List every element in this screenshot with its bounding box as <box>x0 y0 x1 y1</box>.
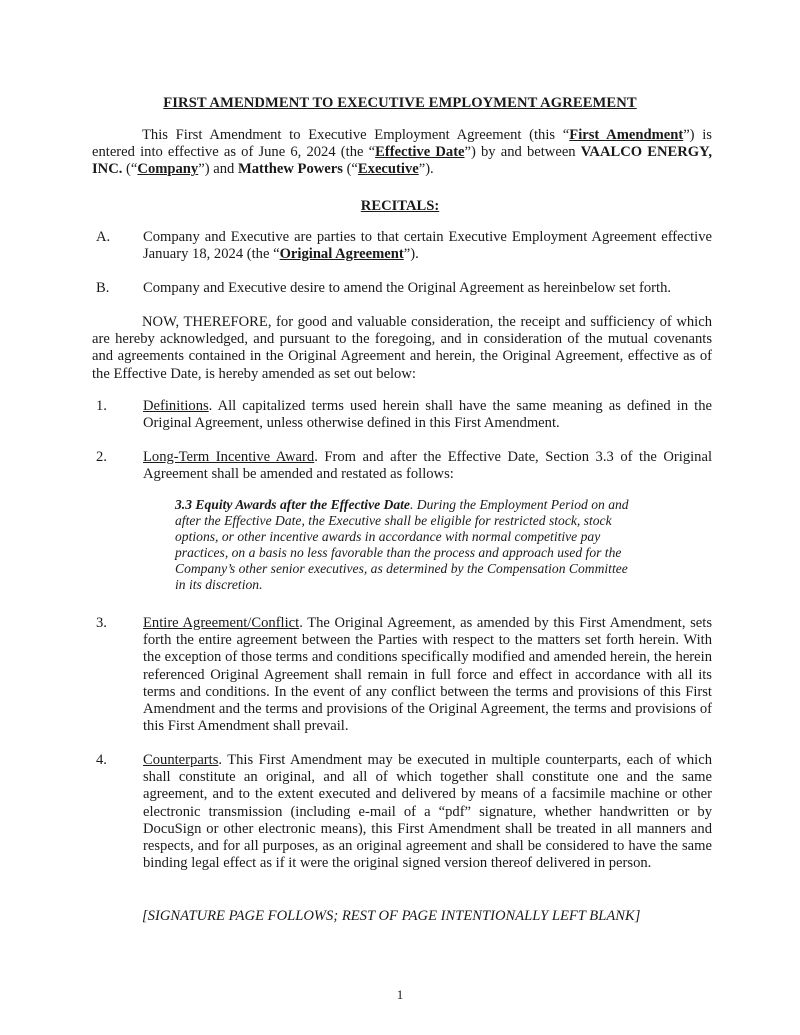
section-body <box>143 615 712 735</box>
document-title: FIRST AMENDMENT TO EXECUTIVE EMPLOYMENT AGREEMENT <box>163 95 637 111</box>
section-label: 1. <box>96 398 107 414</box>
defined-term-original-agreement: Original Agreement <box>279 246 404 263</box>
intro-text: (“ <box>122 161 138 178</box>
recital-body <box>143 229 712 263</box>
defined-term-company: Company <box>137 161 199 178</box>
section-body <box>143 449 712 483</box>
signature-page-notice: [SIGNATURE PAGE FOLLOWS; REST OF PAGE INTENTIONALLY LEFT BLANK] <box>142 908 641 924</box>
section-heading: Entire Agreement/Conflict <box>143 615 300 631</box>
section-3 <box>92 615 712 735</box>
section-1 <box>92 398 712 432</box>
recital-text: Company and Executive are parties to that certain Executive Employment Agreement effective January 18, 2024 (the “ <box>143 229 712 263</box>
section-body <box>143 752 712 872</box>
section-label: 2. <box>96 449 107 465</box>
intro-text: ”) by and between <box>464 144 581 161</box>
defined-term-first-amendment: First Amendment <box>569 127 684 143</box>
now-therefore-paragraph: NOW, THEREFORE, for good and valuable consideration, the receipt and sufficiency of which are hereby acknowledged, and pursuant to the foregoing, and in consideration of the mutual covenants and agreements contained in the Original Agreement and herein, the Original Agreement, effective as of the Effective Date, is hereby amended as set out below: <box>92 314 712 382</box>
section-heading: Definitions <box>143 398 209 414</box>
intro-text: ”) and <box>198 161 238 178</box>
section-4 <box>92 752 712 872</box>
recitals-heading: RECITALS: <box>360 198 440 214</box>
recital-b <box>92 280 712 297</box>
page-number: 1 <box>396 987 404 1002</box>
intro-text: ”). <box>418 161 434 178</box>
section-text: . From and after the Effective Date, Section 3.3 of the Original Agreement shall be amended and restated as follows: <box>143 449 713 483</box>
section-text: . The Original Agreement, as amended by this First Amendment, sets forth the entire agreement between the Parties with respect to the matters set forth herein. With the exception of those terms and conditions specifically modified and amended herein, the herein referenced Original Agreement shall remain in full force and effect in accordance with all its terms and conditions. In the event of any conflict between the terms and provisions of this First Amendment and the terms and provisions of the Original Agreement, the terms and provisions of this First Amendment shall prevail. <box>143 615 712 735</box>
amended-section-quote <box>175 497 635 593</box>
intro-text: ”) is entered into effective as of June 6, 2024 (the “ <box>92 127 712 161</box>
section-heading: Long-Term Incentive Award <box>143 449 315 465</box>
quote-text: . During the Employment Period on and after the Effective Date, the Executive shall be eligible for restricted stock, stock options, or other incentive awards in accordance with normal competitive pay practices, on a basis no less favorable than the process and approach used for the Company’s other senior executives, as determined by the Compensation Committee in its discretion. <box>175 497 629 592</box>
defined-term-executive: Executive <box>357 161 419 178</box>
company-name: VAALCO ENERGY, INC. <box>92 144 713 178</box>
section-body <box>143 398 712 432</box>
section-label: 4. <box>96 752 107 768</box>
intro-paragraph <box>92 127 712 179</box>
intro-text: (“ <box>342 161 358 178</box>
recital-a <box>92 229 712 263</box>
recital-text: ”). <box>403 246 419 263</box>
section-2 <box>92 449 712 483</box>
defined-term-effective-date: Effective Date <box>375 144 465 161</box>
recital-label: A. <box>96 229 111 245</box>
recital-body: Company and Executive desire to amend the Original Agreement as hereinbelow set forth. <box>143 280 672 296</box>
executive-name: Matthew Powers <box>237 161 343 178</box>
intro-text: This First Amendment to Executive Employment Agreement (this “ <box>142 127 570 143</box>
recital-label: B. <box>96 280 110 296</box>
section-text: . All capitalized terms used herein shall have the same meaning as defined in the Original Agreement, unless otherwise defined in this First Amendment. <box>143 398 712 432</box>
section-heading: Counterparts <box>143 752 219 768</box>
section-label: 3. <box>96 615 107 631</box>
section-text: . This First Amendment may be executed in multiple counterparts, each of which shall constitute an original, and all of which together shall constitute one and the same agreement, and to the extent executed and delivered by means of a facsimile machine or other electronic transmission (including e-mail of a “pdf” signature, whether handwritten or by DocuSign or other electronic means), this First Amendment shall be treated in all manners and respects, and for all purposes, as an original agreement and shall be considered to have the same binding legal effect as if it were the original signed version thereof delivered in person. <box>143 752 712 872</box>
quote-heading: 3.3 Equity Awards after the Effective Date <box>175 497 410 512</box>
